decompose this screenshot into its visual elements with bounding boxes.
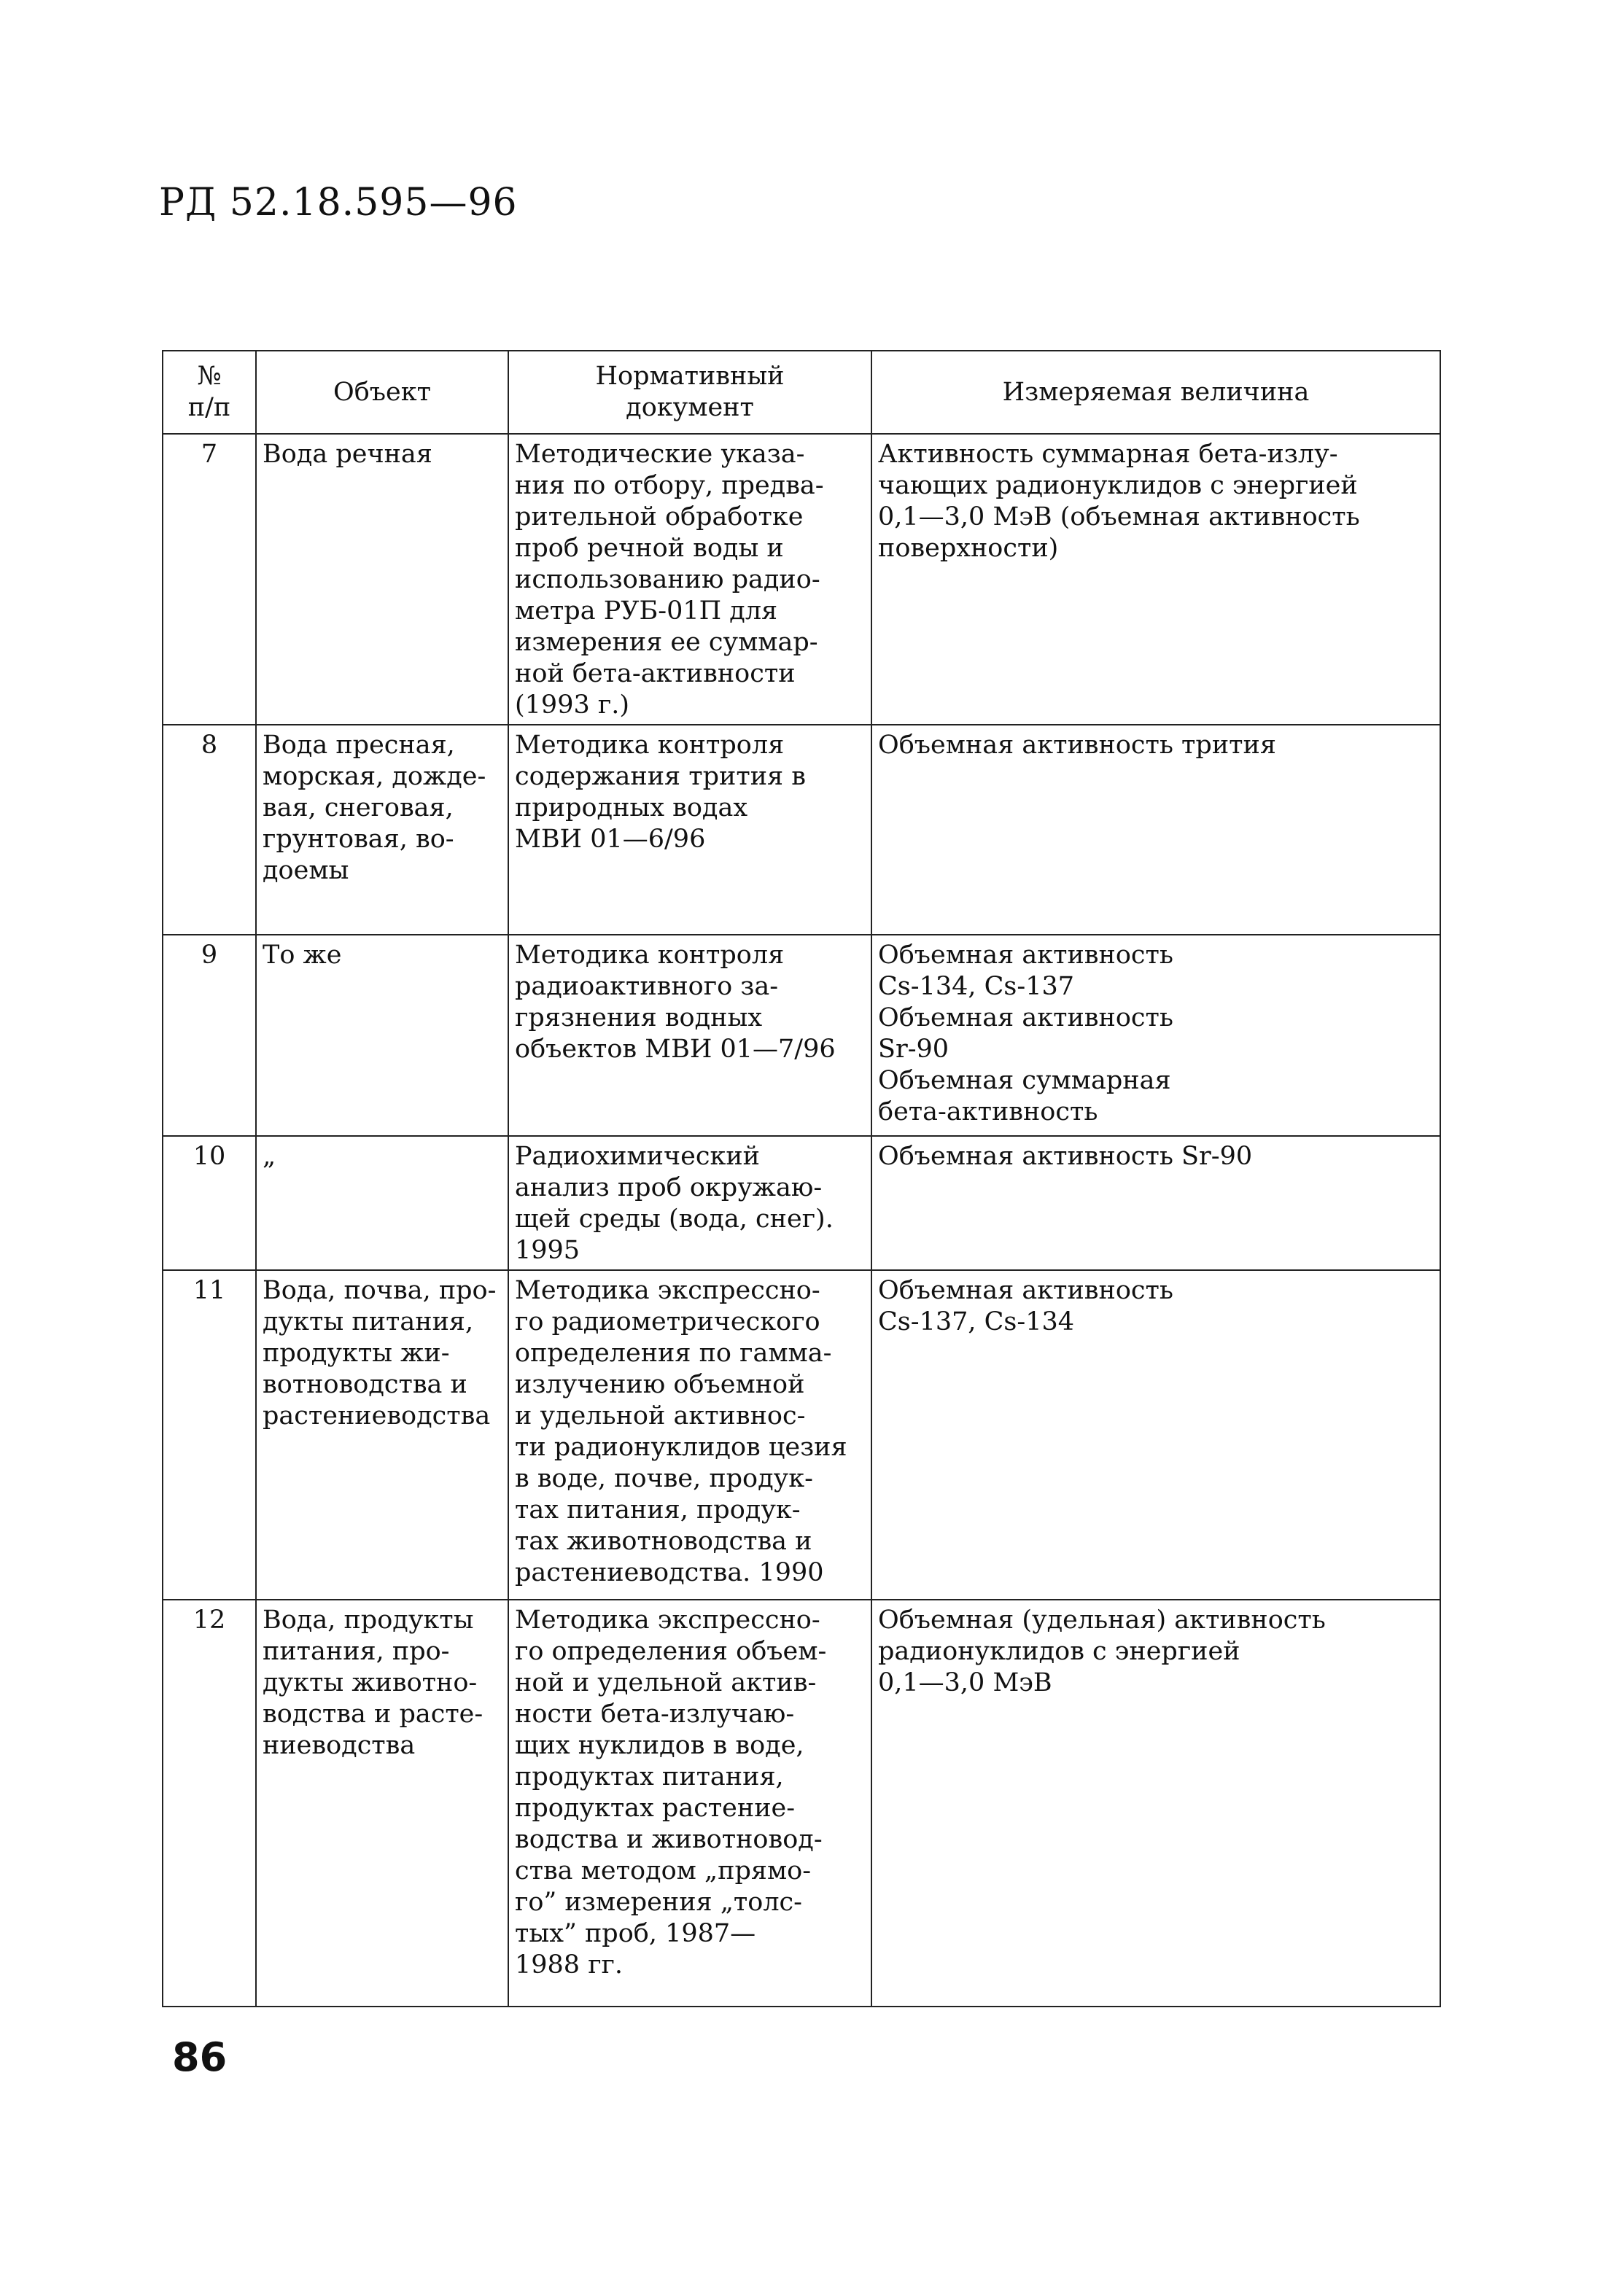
- object-cell: Вода, почва, про- дукты питания, продукты жи- вотноводства и растениеводства: [256, 1270, 508, 1600]
- document-cell: Методика экспрессно- го радиометрического определения по гамма- излучению объемной и удельной активнос- ти радионуклидов цезия в воде, почве, продук- тах питания, продук- тах животноводства и растениеводства. 1990: [508, 1270, 871, 1600]
- measured-value-cell: Объемная активность Cs-137, Cs-134: [871, 1270, 1440, 1600]
- document-code-header: РД 52.18.595—96: [159, 181, 518, 225]
- row-number-cell: 11: [163, 1270, 256, 1600]
- document-cell: Методика экспрессно- го определения объем- ной и удельной актив- ности бета-излучаю- щих нуклидов в воде, продуктах питания, продуктах растение- водства и животновод- ства методом „прямо- го” измерения „толс- тых” проб, 1987— 1988 гг.: [508, 1600, 871, 2007]
- table-row: [163, 935, 1440, 1136]
- row-number-cell: 12: [163, 1600, 256, 2007]
- column-header-document: [508, 351, 871, 434]
- document-cell: Радиохимический анализ проб окружаю- щей среды (вода, снег). 1995: [508, 1136, 871, 1270]
- document-cell: Методика контроля содержания трития в природных водах МВИ 01—6/96: [508, 725, 871, 935]
- column-header-value-label: Измеряемая величина: [1002, 377, 1310, 407]
- column-header-object-label: Объект: [333, 377, 431, 407]
- table-row: [163, 1270, 1440, 1600]
- object-cell: Вода речная: [256, 434, 508, 725]
- document-cell: Методика контроля радиоактивного за- грязнения водных объектов МВИ 01—7/96: [508, 935, 871, 1136]
- measured-value-cell: Объемная активность Sr-90: [871, 1136, 1440, 1270]
- row-number-cell: 9: [163, 935, 256, 1136]
- row-number-cell: 10: [163, 1136, 256, 1270]
- object-cell: Вода пресная, морская, дожде- вая, снеговая, грунтовая, во- доемы: [256, 725, 508, 935]
- measurement-methods-table: [162, 350, 1441, 2007]
- measured-value-cell: Объемная (удельная) активность радионуклидов с энергией 0,1—3,0 МэВ: [871, 1600, 1440, 2007]
- table-header-row: [163, 351, 1440, 434]
- measured-value-cell: Объемная активность трития: [871, 725, 1440, 935]
- page-number: 86: [172, 2034, 228, 2080]
- object-cell: То же: [256, 935, 508, 1136]
- document-cell: Методические указа- ния по отбору, предва- рительной обработке проб речной воды и использованию радио- метра РУБ-01П для измерения ее суммар- ной бета-активности (1993 г.): [508, 434, 871, 725]
- measured-value-cell: Активность суммарная бета-излу- чающих радионуклидов с энергией 0,1—3,0 МэВ (объемная активность поверхности): [871, 434, 1440, 725]
- column-header-value: [871, 351, 1440, 434]
- row-number-cell: 7: [163, 434, 256, 725]
- table-row: [163, 725, 1440, 935]
- table-row: [163, 1600, 1440, 2007]
- column-header-number-label: № п/п: [187, 362, 231, 422]
- measured-value-cell: Объемная активность Cs-134, Cs-137 Объемная активность Sr-90 Объемная суммарная бета-активность: [871, 935, 1440, 1136]
- object-cell: Вода, продукты питания, про- дукты животно- водства и расте- ниеводства: [256, 1600, 508, 2007]
- column-header-number: [163, 351, 256, 434]
- table-row: [163, 434, 1440, 725]
- column-header-object: [256, 351, 508, 434]
- object-cell: „: [256, 1136, 508, 1270]
- column-header-document-label: Нормативный документ: [595, 362, 785, 422]
- row-number-cell: 8: [163, 725, 256, 935]
- table-row: [163, 1136, 1440, 1270]
